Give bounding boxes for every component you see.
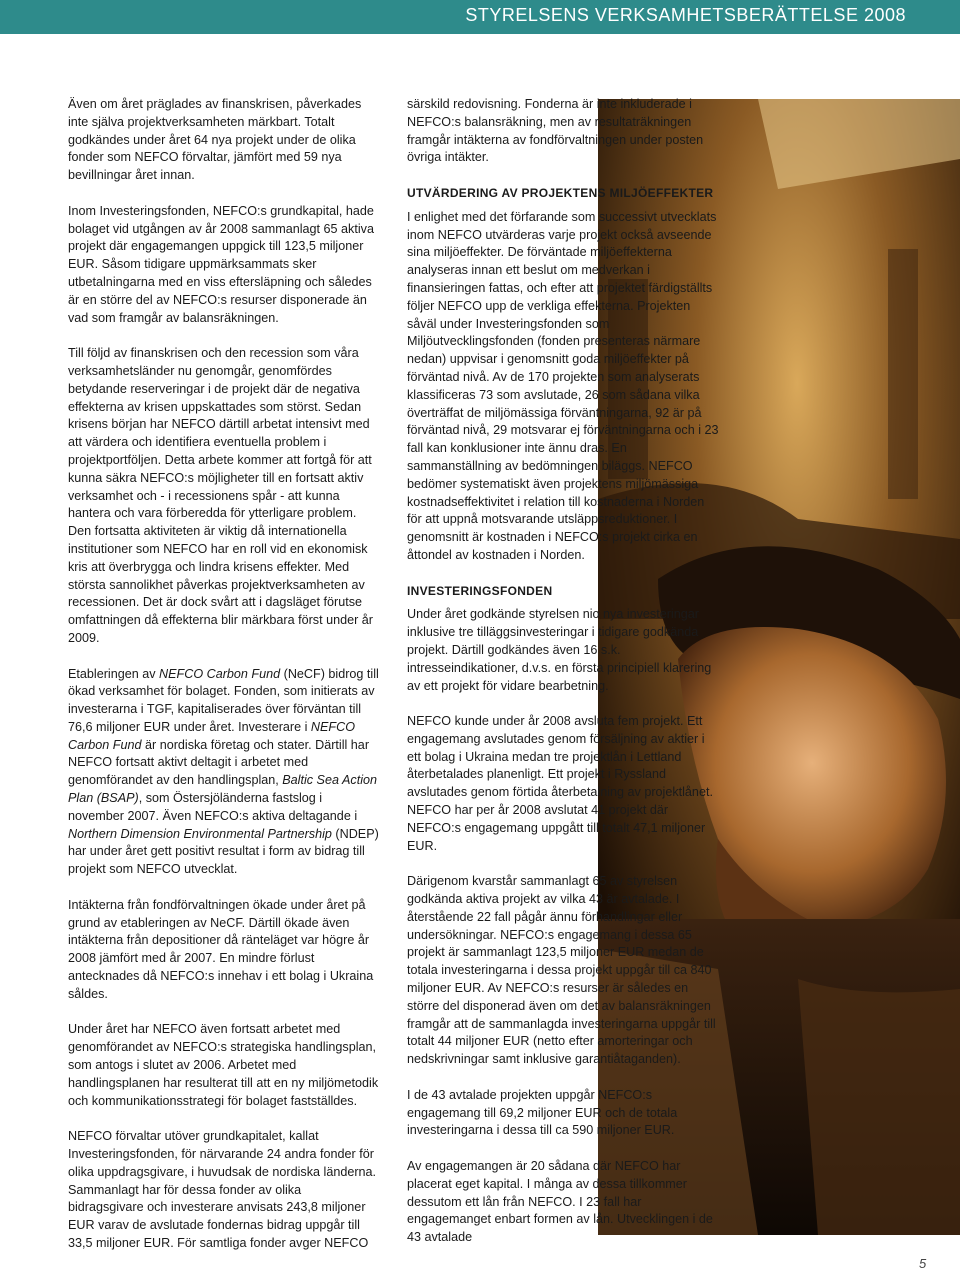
section-title: STYRELSENS VERKSAMHETSBERÄTTELSE 2008 [465, 5, 906, 25]
paragraph: Inom Investeringsfonden, NEFCO:s grundkapital, hade bolaget vid utgången av år 2008 sammanlagt 65 aktiva projekt där engagemangen uppgick till 123,5 miljoner EUR. Såsom tidigare uppmärksammats sker utbetalningarna med en viss eftersläpning och således är en större del av NEFCO:s resurser disponerade än vad som framgår av balansräkningen. [68, 203, 374, 325]
text-run: är nordiska företag och stater. Därtill har NEFCO fortsatt aktivt deltagit i arbetet med genomförandet av den handlingsplan, [68, 737, 370, 788]
paragraph: Till följd av finanskrisen och den recession som våra verksamhetsländer nu genomgår, genomfördes betydande reserveringar i de projekt där de negativa effekterna av krisen uppskattades som störst. Sedan krisens början har NEFCO därtill arbetat intensivt med att värdera och identifiera eventuella problem i projektportföljen. Detta arbete kommer att fortgå för att kunna säkra NEFCO:s möjligheter till en fortsatt aktiv verksamhet och - i recessionens spår - att kunna hantera och vara förberedda för ytterligare problem. Den fortsatta aktiviteten är viktig då internationella institutioner som NEFCO har en roll vid en ekonomisk kris att överbrygga och lindra krisens effekter. Med största sannolikhet påverkas projektverksamheten av recessionen. Det är dock svårt att i dagsläget förutse omfattningen då effekterna blir märkbara först under år 2009. [68, 346, 373, 645]
fund-name: NEFCO Carbon Fund [68, 719, 355, 752]
text-run: Etableringen av [68, 666, 160, 681]
partnership-name: Northern Dimension Environmental Partnership [68, 826, 332, 841]
paragraph: Under året har NEFCO även fortsatt arbetet med genomförandet av NEFCO:s strategiska handlingsplan, som antogs i slutet av 2006. Arbetet med handlingsplanen har resulterat till att en ny miljömetodik och kommunikationsstrategi för bolaget fastställdes. [68, 1022, 379, 1108]
paragraph: I de 43 avtalade projekten uppgår NEFCO:s engagemang till 69,2 miljoner EUR och de totala investeringarna i dessa till ca 590 miljoner EUR. [407, 1087, 678, 1138]
paragraph: NEFCO förvaltar utöver grundkapitalet, kallat Investeringsfonden, för närvarande 24 andra fonder för olika uppdragsgivare, i huvudsak de nordiska länderna. Sammanlagt har för dessa fonder av olika bidragsgivare och investerare anvisats 243,8 miljoner EUR varav de avslutade fondernas bidrag uppgår till 33,5 miljoner EUR. För samtliga fonder avger NEFCO [68, 1129, 377, 1250]
paragraph: Intäkterna från fondförvaltningen ökade under året på grund av etableringen av NeCF. Därtill ökade även intäkterna från depositioner då ränteläget var högre år 2008 jämfört med år 2007. En mindre förlust antecknades då NEFCO:s innehav i ett bolag i Ukraina såldes. [68, 897, 374, 1001]
paragraph [68, 666, 380, 880]
paragraph: Därigenom kvarstår sammanlagt 65 av styrelsen godkända aktiva projekt av vilka 43 är avtalade. I återstående 22 fall pågår ännu förhandlingar eller undersökningar. NEFCO:s engagemang i dessa 65 projekt är sammanlagt 123,5 miljoner EUR medan de totala investeringarna i dessa projekt uppgår till ca 840 miljoner EUR. Av NEFCO:s resurser är således en större del disponerad även om det av balansräkningen framgår att de sammanlagda investeringarna uppgår till totalt 44 miljoner EUR (netto efter amorteringar och nedskrivningar samt inklusive garantiåtaganden). [407, 874, 716, 1067]
text-run: (NeCF) bidrog till ökad verksamhet för bolaget. Fonden, som initierats av investerarna i TGF, kapitaliserades över förväntan till 76,6 miljoner EUR under året. Investerare i [68, 666, 379, 734]
page-number: 5 [919, 1256, 927, 1271]
section-heading: INVESTERINGSFONDEN [407, 583, 553, 598]
plan-name: Baltic Sea Action Plan (BSAP) [68, 773, 378, 806]
paragraph: I enlighet med det förfarande som successivt utvecklats inom NEFCO utvärderas varje projekt också avseende sina miljöeffekter. De förväntade miljöeffekterna analyseras innan ett beslut om medverkan i finansieringen fattas, och efter att projektet färdigställts följer NEFCO upp de verkliga effekterna. Projekten såväl under Investeringsfonden som Miljöutvecklingsfonden (fonden presenteras närmare nedan) uppvisar i genomsnitt goda miljöeffekter på förväntad nivå. Av de 170 projekten som analyserats klassificeras 73 som avslutade, 26 som sådana vilka överträffat de miljömässiga förväntningarna, 92 är på förväntad nivå, 29 motsvarar ej förväntningarna och i 23 fall kan konklusioner inte ännu dras. En sammanställning av bedömningen biläggs. NEFCO bedömer systematiskt även projektens miljömässiga kostnadseffektivitet i relation till kostnaderna i Norden för att uppnå motsvarande utsläppsreduktioner. I genomsnitt är kostnaden i NEFCO:s projekt cirka en åttondel av kostnaden i Norden. [407, 209, 719, 562]
paragraph: särskild redovisning. Fonderna är inte inkluderade i NEFCO:s balansräkning, men av resultaträkningen framgår intäkterna av fondförvaltningen under posten övriga intäkter. [407, 97, 704, 165]
header-bar [0, 0, 960, 34]
paragraph: Av engagemangen är 20 sådana där NEFCO har placerat eget kapital. I många av dessa tillkommer dessutom ett lån från NEFCO. I 23 fall har engagemanget enbart formen av lån. Utvecklingen i de 43 avtalade [407, 1159, 713, 1245]
paragraph: NEFCO kunde under år 2008 avsluta fem projekt. Ett engagemang avslutades genom försäljning av aktier i ett bolag i Ukraina medan tre projektlån i Lettland återbetalades planenligt. Ett projekt i Ryssland avslutades genom förtida återbetalning av projektlånet. NEFCO har per år 2008 avslutat 41 projekt där NEFCO:s engagemang uppgått till totalt 47,1 miljoner EUR. [407, 714, 713, 853]
text-run: (NDEP) har under året gett positivt resultat i form av bidrag till projekt som NEFCO utvecklat. [68, 826, 379, 877]
middle-column [407, 96, 719, 1265]
paragraph: Även om året präglades av finanskrisen, påverkades inte själva projektverksamheten märkbart. Totalt godkändes under året 64 nya projekt under de olika fonder som NEFCO förvaltar, jämfört med 59 nya bevillningar året innan. [68, 97, 362, 183]
text-run: , som Östersjöländerna fastslog i november 2007. Även NEFCO:s aktiva deltagande i [68, 791, 358, 823]
paragraph: Under året godkände styrelsen nio nya investeringar inklusive tre tilläggsinvesteringar i tidigare godkända projekt. Därtill godkändes även 16 s.k. intresseindikationer, d.v.s. en första principiell klarering av ett projekt för vidare bearbetning. [407, 607, 712, 693]
left-column [68, 96, 380, 1271]
fund-name: NEFCO Carbon Fund [159, 666, 281, 681]
section-heading: UTVÄRDERING AV PROJEKTENS MILJÖEFFEKTER [407, 185, 714, 200]
